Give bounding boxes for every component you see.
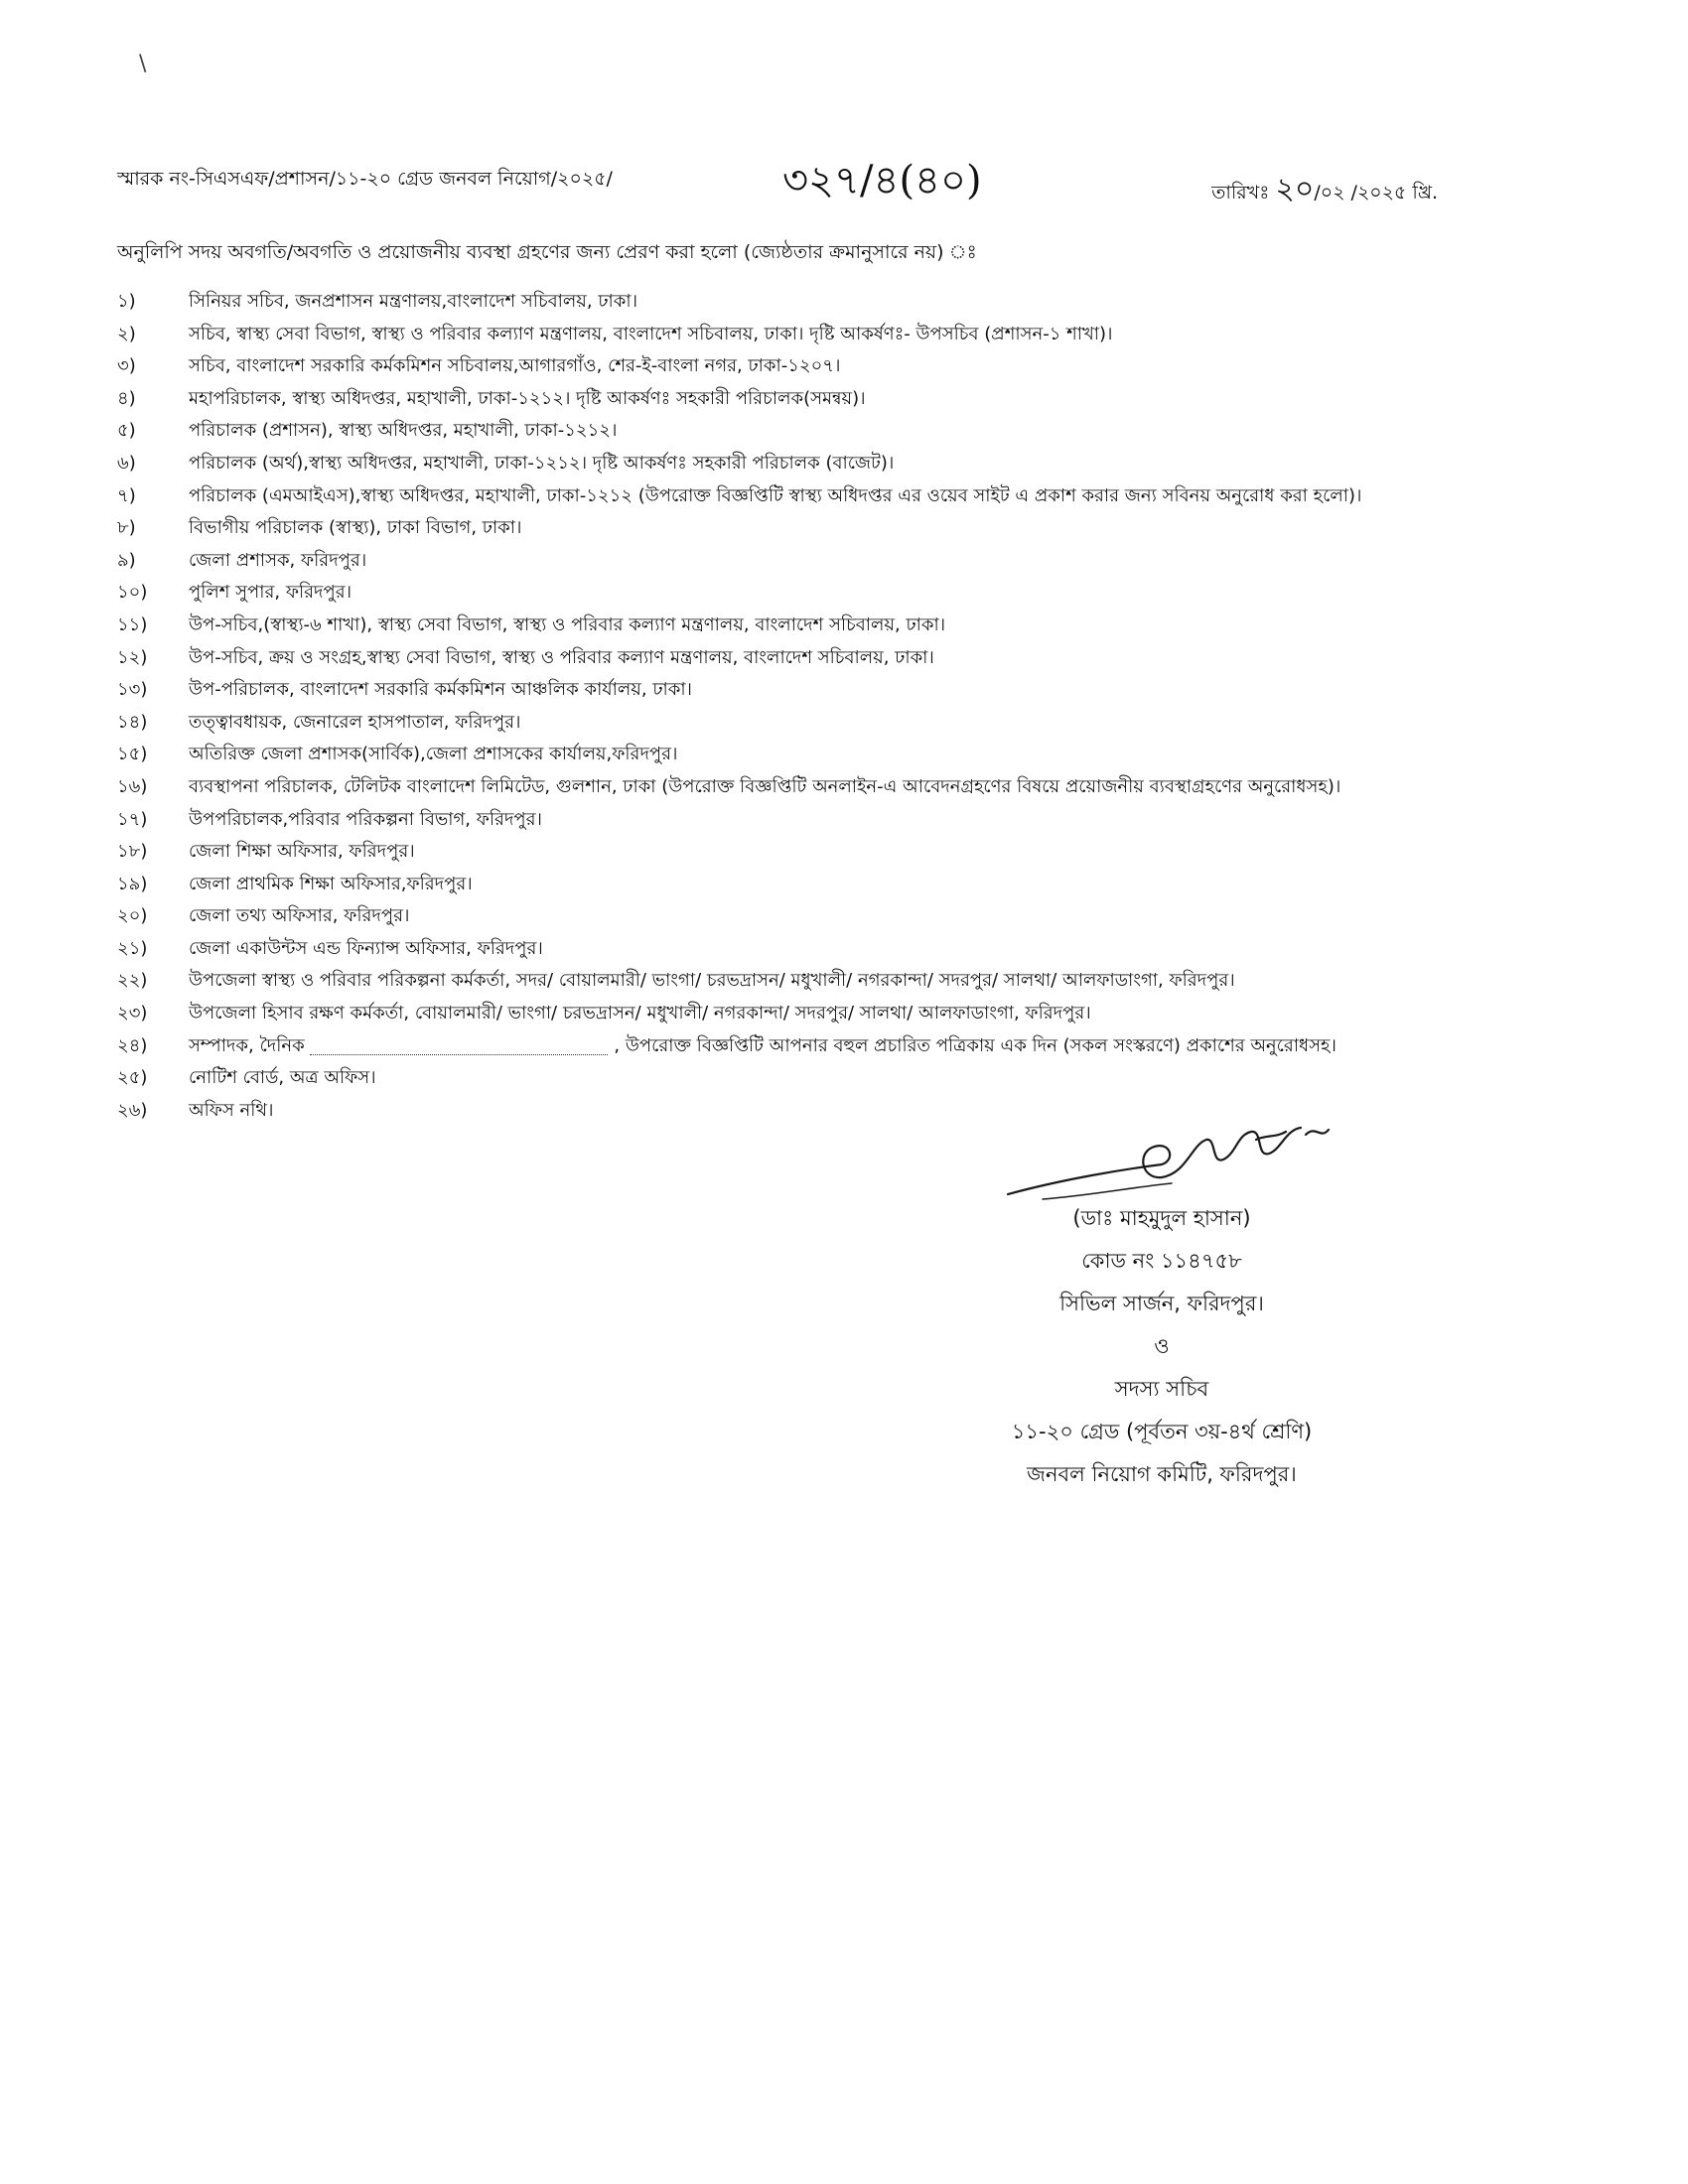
- distribution-item-text: জেলা শিক্ষা অফিসার, ফরিদপুর।: [189, 841, 415, 863]
- distribution-item-number: ১৩): [117, 679, 148, 701]
- distribution-item-text: উপপরিচালক,পরিবার পরিকল্পনা বিভাগ, ফরিদপুর।: [189, 808, 542, 830]
- distribution-item: [117, 804, 1507, 837]
- distribution-item-text-continued: , উপরোক্ত বিজ্ঞপ্তিটি আপনার বহুল প্রচারিত পত্রিকায় এক দিন (সকল সংস্করণে) প্রকাশের অনুরোধসহ।: [614, 1034, 1336, 1056]
- distribution-item-number: ১৯): [117, 873, 148, 894]
- distribution-item-number: ১৭): [117, 808, 148, 830]
- distribution-item: [117, 869, 1507, 901]
- distribution-item: [117, 707, 1507, 740]
- distribution-item-text: অতিরিক্ত জেলা প্রশাসক(সার্বিক),জেলা প্রশাসকের কার্যালয়,ফরিদপুর।: [189, 744, 678, 765]
- distribution-item-number: ৬): [117, 452, 136, 474]
- distribution-item-text: উপ-সচিব, ক্রয় ও সংগ্রহ,স্বাস্থ্য সেবা বিভাগ, স্বাস্থ্য ও পরিবার কল্যাণ মন্ত্রণালয়, বাংলাদেশ সচিবালয়, ঢাকা।: [189, 646, 934, 668]
- distribution-item-number: ২৬): [117, 1099, 148, 1121]
- distribution-item-text: সিনিয়র সচিব, জনপ্রশাসন মন্ত্রণালয়,বাংলাদেশ সচিবালয়, ঢাকা।: [189, 291, 638, 312]
- distribution-item-text: উপজেলা স্বাস্থ্য ও পরিবার পরিকল্পনা কর্মকর্তা, সদর/ বোয়ালমারী/ ভাংগা/ চরভদ্রাসন/ মধুখালী/ নগরকান্দা/ সদরপুর/ সালথা/ আলফাডাংগা, ফরিদপুর।: [189, 970, 1235, 992]
- signatory-name: (ডাঃ মাহমুদুল হাসান): [1072, 1206, 1251, 1230]
- distribution-item-number: ৩): [117, 355, 136, 377]
- distribution-item-text: পরিচালক (অর্থ),স্বাস্থ্য অধিদপ্তর, মহাখালী, ঢাকা-১২১২। দৃষ্টি আকর্ষণঃ সহকারী পরিচালক (বাজেট)।: [189, 452, 895, 474]
- distribution-item-number: ৪): [117, 387, 136, 409]
- distribution-item: [117, 739, 1507, 771]
- distribution-item: [117, 610, 1507, 642]
- distribution-item: [117, 674, 1507, 707]
- distribution-item-number: ১০): [117, 582, 148, 604]
- distribution-item: [117, 998, 1507, 1030]
- distribution-item-number: ২৪): [117, 1034, 148, 1056]
- distribution-item-number: ১): [117, 291, 136, 312]
- distribution-item-text: জেলা প্রশাসক, ফরিদপুর।: [189, 549, 367, 571]
- scan-mark: \: [139, 52, 147, 76]
- distribution-item: [117, 965, 1507, 998]
- date-label: তারিখঃ: [1211, 182, 1270, 204]
- distribution-item-text: তত্ত্বাবধায়ক, জেনারেল হাসপাতাল, ফরিদপুর।: [189, 711, 521, 733]
- distribution-item-text: পরিচালক (প্রশাসন), স্বাস্থ্য অধিদপ্তর, মহাখালী, ঢাকা-১২১২।: [189, 420, 618, 442]
- distribution-item-number: ১১): [117, 614, 148, 635]
- distribution-item-text: মহাপরিচালক, স্বাস্থ্য অধিদপ্তর, মহাখালী, ঢাকা-১২১২। দৃষ্টি আকর্ষণঃ সহকারী পরিচালক(সমন্বয়)।: [189, 387, 866, 409]
- signatory-committee: জনবল নিয়োগ কমিটি, ফরিদপুর।: [1027, 1462, 1297, 1486]
- signatory-designation: সিভিল সার্জন, ফরিদপুর।: [1059, 1292, 1264, 1315]
- distribution-item-text: নোটিশ বোর্ড, অত্র অফিস।: [189, 1067, 376, 1089]
- signatory-conjunction: ও: [1154, 1334, 1170, 1358]
- distribution-item-number: ৭): [117, 484, 136, 506]
- distribution-item: [117, 1030, 1507, 1063]
- distribution-item: [117, 545, 1507, 578]
- distribution-item-text: বিভাগীয় পরিচালক (স্বাস্থ্য), ঢাকা বিভাগ, ঢাকা।: [189, 517, 522, 539]
- distribution-item-text: ব্যবস্থাপনা পরিচালক, টেলিটক বাংলাদেশ লিমিটেড, গুলশান, ঢাকা (উপরোক্ত বিজ্ঞপ্তিটি অনলাইন-এ আবেদনগ্রহণের বিষয়ে প্রয়োজনীয় ব্যবস্থাগ্রহণের অনুরোধসহ)।: [189, 775, 1341, 797]
- distribution-item-text: অফিস নথি।: [189, 1099, 274, 1121]
- distribution-item-number: ২): [117, 323, 136, 344]
- distribution-item-number: ১৮): [117, 841, 148, 863]
- distribution-item-number: ১৪): [117, 711, 148, 733]
- distribution-item-number: ২০): [117, 905, 148, 927]
- signatory-grade: ১১-২০ গ্রেড (পূর্বতন ৩য়-৪র্থ শ্রেণি): [1011, 1420, 1313, 1443]
- signatory-code: কোড নং ১১৪৭৫৮: [1081, 1249, 1242, 1273]
- distribution-item: [117, 577, 1507, 610]
- distribution-item: [117, 383, 1507, 416]
- distribution-item-text: সচিব, স্বাস্থ্য সেবা বিভাগ, স্বাস্থ্য ও পরিবার কল্যাণ মন্ত্রণালয়, বাংলাদেশ সচিবালয়, ঢাকা। দৃষ্টি আকর্ষণঃ- উপসচিব (প্রশাসন-১ শাখা)।: [189, 323, 1113, 344]
- signature-block: [933, 1197, 1390, 1496]
- distribution-item: [117, 286, 1507, 319]
- distribution-item: [117, 933, 1507, 966]
- distribution-item: [117, 448, 1507, 480]
- distribution-item-number: ২২): [117, 970, 148, 992]
- distribution-item: [117, 642, 1507, 675]
- signatory-role: সদস্য সচিব: [1114, 1377, 1209, 1401]
- distribution-item-number: ২৫): [117, 1067, 148, 1089]
- distribution-item: [117, 350, 1507, 383]
- distribution-item-text: জেলা তথ্য অফিসার, ফরিদপুর।: [189, 905, 410, 927]
- distribution-item-text: পুলিশ সুপার, ফরিদপুর।: [189, 582, 352, 604]
- distribution-item: [117, 415, 1507, 448]
- distribution-item-text: জেলা প্রাথমিক শিক্ষা অফিসার,ফরিদপুর।: [189, 873, 473, 894]
- distribution-list: [117, 286, 1507, 1127]
- distribution-item-number: ২৩): [117, 1003, 148, 1024]
- distribution-item: [117, 771, 1507, 804]
- distribution-item-text: উপ-পরিচালক, বাংলাদেশ সরকারি কর্মকমিশন আঞ্চলিক কার্যালয়, ঢাকা।: [189, 679, 692, 701]
- distribution-item-text: সচিব, বাংলাদেশ সরকারি কর্মকমিশন সচিবালয়,আগারগাঁও, শের-ই-বাংলা নগর, ঢাকা-১২০৭।: [189, 355, 841, 377]
- distribution-item-number: ১২): [117, 646, 148, 668]
- distribution-item: [117, 900, 1507, 933]
- memo-reference-handwritten: ৩২৭/৪(৪০): [782, 158, 982, 204]
- memo-header: [117, 149, 1438, 218]
- memo-date: [1211, 165, 1438, 215]
- distribution-item-text: জেলা একাউন্টস এন্ড ফিন্যান্স অফিসার, ফরিদপুর।: [189, 937, 543, 959]
- distribution-item-number: ১৫): [117, 744, 148, 765]
- distribution-item: [117, 836, 1507, 869]
- distribution-item-number: ৯): [117, 549, 136, 571]
- newspaper-name-blank: [310, 1034, 608, 1055]
- distribution-item-number: ৮): [117, 517, 136, 539]
- distribution-item-text: পরিচালক (এমআইএস),স্বাস্থ্য অধিদপ্তর, মহাখালী, ঢাকা-১২১২ (উপরোক্ত বিজ্ঞপ্তিটি স্বাস্থ্য অধিদপ্তর এর ওয়েব সাইট এ প্রকাশ করার জন্য সবিনয় অনুরোধ করা হলো)।: [189, 484, 1362, 506]
- distribution-item: [117, 480, 1507, 513]
- date-handwritten-day: ২০: [1275, 172, 1315, 206]
- distribution-item-number: ১৬): [117, 775, 148, 797]
- distribution-item: [117, 1062, 1507, 1095]
- copy-intro: অনুলিপি সদয় অবগতি/অবগতি ও প্রয়োজনীয় ব্যবস্থা গ্রহণের জন্য প্রেরণ করা হলো (জ্যেষ্ঠতার ক্রমানুসারে নয়) ঃ: [117, 241, 977, 263]
- distribution-item: [117, 319, 1507, 351]
- distribution-item-number: ২১): [117, 937, 148, 959]
- distribution-item-text: সম্পাদক, দৈনিক: [189, 1034, 305, 1056]
- distribution-item-text: উপ-সচিব,(স্বাস্থ্য-৬ শাখা), স্বাস্থ্য সেবা বিভাগ, স্বাস্থ্য ও পরিবার কল্যাণ মন্ত্রণালয়, বাংলাদেশ সচিবালয়, ঢাকা।: [189, 614, 946, 635]
- distribution-item-number: ৫): [117, 420, 136, 442]
- distribution-item: [117, 512, 1507, 545]
- date-suffix: /০২ /২০২৫ খ্রি.: [1314, 182, 1438, 204]
- memo-reference-number: স্মারক নং-সিএসএফ/প্রশাসন/১১-২০ গ্রেড জনবল নিয়োগ/২০২৫/: [117, 168, 613, 190]
- distribution-item-text: উপজেলা হিসাব রক্ষণ কর্মকর্তা, বোয়ালমারী/ ভাংগা/ চরভদ্রাসন/ মধুখালী/ নগরকান্দা/ সদরপুর/ সালথা/ আলফাডাংগা, ফরিদপুর।: [189, 1003, 1091, 1024]
